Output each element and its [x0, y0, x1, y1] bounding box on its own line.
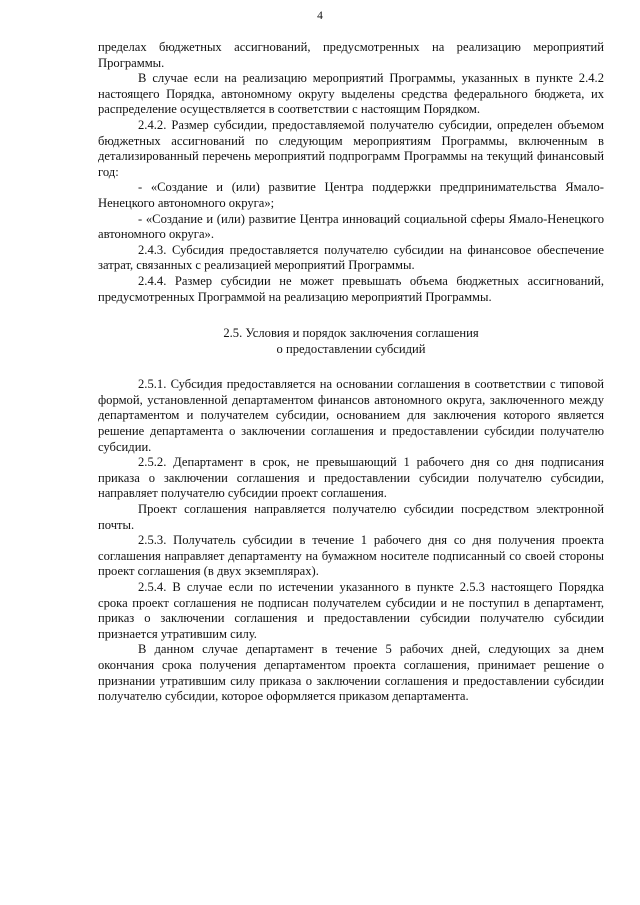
- page-number: 4: [317, 10, 323, 22]
- paragraph-2-5-4: 2.5.4. В случае если по истечении указанного в пункте 2.5.3 настоящего Порядка срока проект соглашения не подписан получателем субсидии и не поступил в департамент, приказ о заключении соглашения и предоставлении субсидии получателю субсидии признается утратившим силу.: [98, 580, 604, 641]
- section-title-2-5: [98, 326, 604, 357]
- paragraph-2-4-2: 2.4.2. Размер субсидии, предоставляемой получателю субсидии, определен объемом бюджетных ассигнований по следующим мероприятиям Программы, включенным в детализированный перечень мероприятий подпрограмм Программы на текущий финансовый год:: [98, 117, 604, 179]
- paragraph-intro: пределах бюджетных ассигнований, предусмотренных на реализацию мероприятий Программы.: [98, 40, 604, 70]
- paragraph-federal-funds: В случае если на реализацию мероприятий Программы, указанных в пункте 2.4.2 настоящего Порядка, автономному округу выделены средства федерального бюджета, их распределение осуществляется в соответствии с настоящим Порядком.: [98, 71, 604, 117]
- paragraph-2-5-2-email: Проект соглашения направляется получателю субсидии посредством электронной почты.: [98, 502, 604, 532]
- paragraph-2-5-3: 2.5.3. Получатель субсидии в течение 1 рабочего дня со дня получения проекта соглашения направляет департаменту на бумажном носителе подписанный со своей стороны проект соглашения (в двух экземплярах).: [98, 533, 604, 579]
- section-title-line-1: 2.5. Условия и порядок заключения соглашения: [223, 326, 479, 341]
- paragraph-2-4-4: 2.4.4. Размер субсидии не может превышать объема бюджетных ассигнований, предусмотренных Программой на реализацию мероприятий Программы.: [98, 273, 604, 304]
- paragraph-2-5-4-decision: В данном случае департамент в течение 5 рабочих дней, следующих за днем окончания срока получения департаментом проекта соглашения, принимает решение о признании утратившим силу приказа о заключении соглашения и предоставлении субсидии получателю субсидии, которое оформляется приказом департамента.: [98, 642, 604, 704]
- document-body: [98, 40, 604, 705]
- paragraph-2-4-3: 2.4.3. Субсидия предоставляется получателю субсидии на финансовое обеспечение затрат, связанных с реализацией мероприятий Программы.: [98, 242, 604, 273]
- paragraph-2-5-2: 2.5.2. Департамент в срок, не превышающий 1 рабочего дня со дня подписания приказа о заключении соглашения и предоставлении субсидии получателю субсидии, направляет получателю субсидии проект соглашения.: [98, 455, 604, 501]
- paragraph-2-5-1: 2.5.1. Субсидия предоставляется на основании соглашения в соответствии с типовой формой, установленной департаментом финансов автономного округа, заключенного между департаментом и получателем субсидии, основанием для заключения которого является решение департамента о заключении соглашения и предоставлении субсидии получателю субсидии.: [98, 377, 604, 454]
- section-title-line-2: о предоставлении субсидий: [276, 341, 426, 356]
- list-item-social-innovation-center: - «Создание и (или) развитие Центра инноваций социальной сферы Ямало-Ненецкого автономного округа».: [98, 211, 604, 242]
- list-item-entrepreneurship-center: - «Создание и (или) развитие Центра поддержки предпринимательства Ямало-Ненецкого автономного округа»;: [98, 180, 604, 210]
